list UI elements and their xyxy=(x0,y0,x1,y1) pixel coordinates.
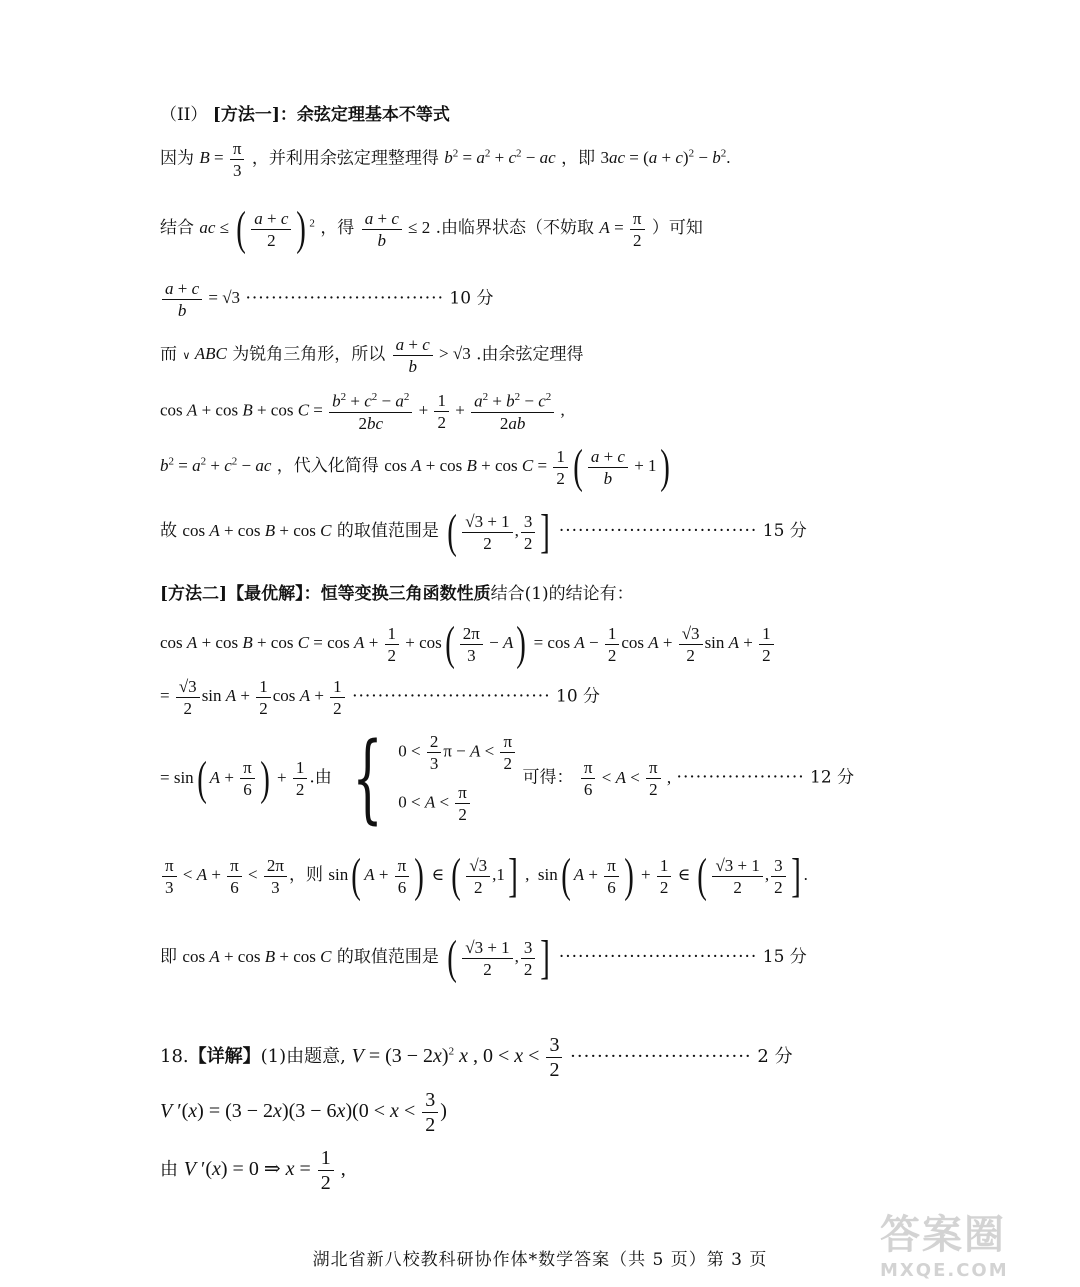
dot-leader: ······························· xyxy=(245,288,444,309)
formula-ratio-le2: $\frac{a + c}{b}$ ≤ 2 xyxy=(360,218,430,237)
method1-heading xyxy=(160,107,450,124)
question-number: 18. xyxy=(160,1046,189,1068)
dot-leader: ······························· xyxy=(558,946,758,967)
dot-leader: ······························· xyxy=(352,686,551,707)
q18-line3 xyxy=(160,1148,346,1193)
formula-sin-range: sin( A + $\frac{\pi}{6}$ ) ∈ ( $\frac{√3}{2}$ ,1] , sin( A + $\frac{\pi}{6}$ ) + $\frac{1}{2}$ ∈ ( $\frac{√3 + 1}{2}$ , $\frac{3}{2}$ ] . xyxy=(328,849,808,902)
q18-text: 由 xyxy=(160,1159,178,1181)
question-tag: 【详解】 xyxy=(188,1046,261,1068)
formula-ratio-sqrt3: $\frac{a + c}{b}$ = √3 xyxy=(160,288,240,307)
score: 15 分 xyxy=(762,946,807,967)
score: 2 分 xyxy=(757,1046,793,1068)
m2-text: 可得： xyxy=(522,767,574,788)
formula-m2-expand: = $\frac{√3}{2}$ sin A + $\frac{1}{2}$ cos A + $\frac{1}{2}$ xyxy=(160,686,347,705)
m1-text: 故 xyxy=(160,520,177,541)
q18-line1 xyxy=(160,1035,793,1080)
m2-text: .由 xyxy=(309,767,332,788)
method2-rest: 结合(1)的结论有： xyxy=(490,584,634,604)
m1-line2 xyxy=(160,202,703,255)
score: 10 分 xyxy=(556,686,601,707)
m1-line6 xyxy=(160,440,673,493)
score: 10 分 xyxy=(449,288,494,309)
formula-b2-sub: $b^2 = a^2 + c^2$ − ac xyxy=(160,455,272,475)
formula-cos-sum: cos A + cos B + cos C xyxy=(182,946,332,966)
formula-b2: $b^2 = a^2 + c^2$ − ac xyxy=(444,147,556,168)
formula-ratio-gt-sqrt3: $\frac{a + c}{b}$ > √3 xyxy=(391,344,471,363)
m2-line12 xyxy=(160,931,807,984)
page-footer: 湖北省新八校教科研协作体*数学答案（共 5 页）第 3 页 xyxy=(312,1250,768,1270)
m2-line10 xyxy=(160,722,855,834)
m1-line5: cos A + cos B + cos C = $\frac{b^2 + c^2 - a^2}{2bc}$ + $\frac{1}{2}$ + $\frac{a^2 + b^2 - c^2}{2ab}$ , xyxy=(160,391,565,433)
inequality-system: 0 < $\frac{2}{3}$ π − A < $\frac{\pi}{2}$ 0 < A < $\frac{\pi}{2}$ xyxy=(398,733,517,823)
formula-simplified: cos A + cos B + cos C = $\frac{1}{2}$ ( $\frac{a + c}{b}$ + 1) xyxy=(384,440,670,493)
m1-text: 为锐角三角形，所以 xyxy=(232,344,386,365)
formula-angle-range: $\frac{\pi}{3}$ < A + $\frac{\pi}{6}$ < $\frac{2\pi}{3}$ xyxy=(160,865,289,884)
q18-line2: V ′(x) = (3 − 2x)(3 − 6x)(0 < x < $\frac{3}{2}$ ) xyxy=(160,1089,447,1136)
m1-text: .由临界状态（不妨取 xyxy=(435,217,595,238)
m1-text: ，即 xyxy=(561,148,596,169)
watermark-logo xyxy=(880,1203,1050,1283)
m1-text: 而 xyxy=(160,344,177,365)
formula-derivative-zero: V ′(x) = 0 ⇒ x = $\frac{1}{2}$ , xyxy=(183,1147,346,1194)
method2-title: [方法二]【最优解】：恒等变换三角函数性质 xyxy=(160,584,491,604)
watermark-top: 答案圈 xyxy=(880,1212,1006,1258)
m1-line7 xyxy=(160,505,807,558)
triangle-abc: ∨ ABC xyxy=(182,344,227,364)
m2-text: ，则 xyxy=(288,864,323,885)
m2-line9 xyxy=(160,678,600,717)
m1-text: 的取值范围是 xyxy=(336,520,439,541)
formula-A-half-pi: A = $\frac{\pi}{2}$ xyxy=(599,218,646,237)
part-label: （II） xyxy=(160,105,208,125)
m1-text: 结合 xyxy=(160,217,194,238)
formula-A-range: $\frac{\pi}{6}$ < A < $\frac{\pi}{2}$ , xyxy=(579,768,671,787)
dot-leader: ······························· xyxy=(558,520,758,541)
m2-text: 即 xyxy=(160,946,177,967)
m1-line1 xyxy=(160,140,730,179)
formula-range: ( $\frac{√3 + 1}{2}$ , $\frac{3}{2}$ ] xyxy=(447,931,551,984)
m1-line4 xyxy=(160,336,584,375)
formula-ac-bound: ac ≤ ( $\frac{a + c}{2}$ ) $^2$ xyxy=(199,202,315,255)
formula-3ac: $3ac = (a + c)^2 - b^2$. xyxy=(600,147,731,168)
m1-text: .由余弦定理得 xyxy=(476,344,584,365)
formula-range: ( $\frac{√3 + 1}{2}$ , $\frac{3}{2}$ ] xyxy=(447,505,551,558)
m2-line8: cos A + cos B + cos C = cos A + $\frac{1}{2}$ + cos( $\frac{2\pi}{3}$ − A) = cos A − $\frac{1}{2}$ cos A + $\frac{√3}{2}$ sin A + $\frac{1}{2}$ xyxy=(160,620,776,668)
m1-text: ，得 xyxy=(320,217,355,238)
q18-text: (1)由题意, xyxy=(260,1046,346,1068)
m1-text: ）可知 xyxy=(651,217,703,238)
score: 12 分 xyxy=(810,767,855,788)
m1-text: ，并利用余弦定理整理得 xyxy=(251,148,439,169)
m2-text: 的取值范围是 xyxy=(336,946,439,967)
method1-title: [方法一]：余弦定理基本不等式 xyxy=(212,105,450,125)
score: 15 分 xyxy=(762,520,807,541)
watermark-bottom: MXQE.COM xyxy=(880,1260,1009,1281)
m1-text: 因为 xyxy=(160,148,194,169)
m2-line11 xyxy=(160,849,808,902)
formula-cos-sum: cos A + cos B + cos C xyxy=(182,520,332,540)
m1-text: ，代入化简得 xyxy=(276,455,379,476)
method2-heading xyxy=(160,586,634,603)
dot-leader: ··························· xyxy=(570,1046,752,1068)
formula-sin-shift: = sin( A + $\frac{\pi}{6}$ ) + $\frac{1}{2}$ xyxy=(160,768,309,787)
formula-volume: $V = (3 - 2x)^2$ x , 0 < x < $\frac{3}{2}$ xyxy=(352,1045,565,1067)
dot-leader: ···················· xyxy=(676,767,805,788)
formula-B: B = $\frac{\pi}{3}$ xyxy=(199,148,246,167)
m1-line3 xyxy=(160,280,493,319)
system-brace: { xyxy=(352,722,383,834)
